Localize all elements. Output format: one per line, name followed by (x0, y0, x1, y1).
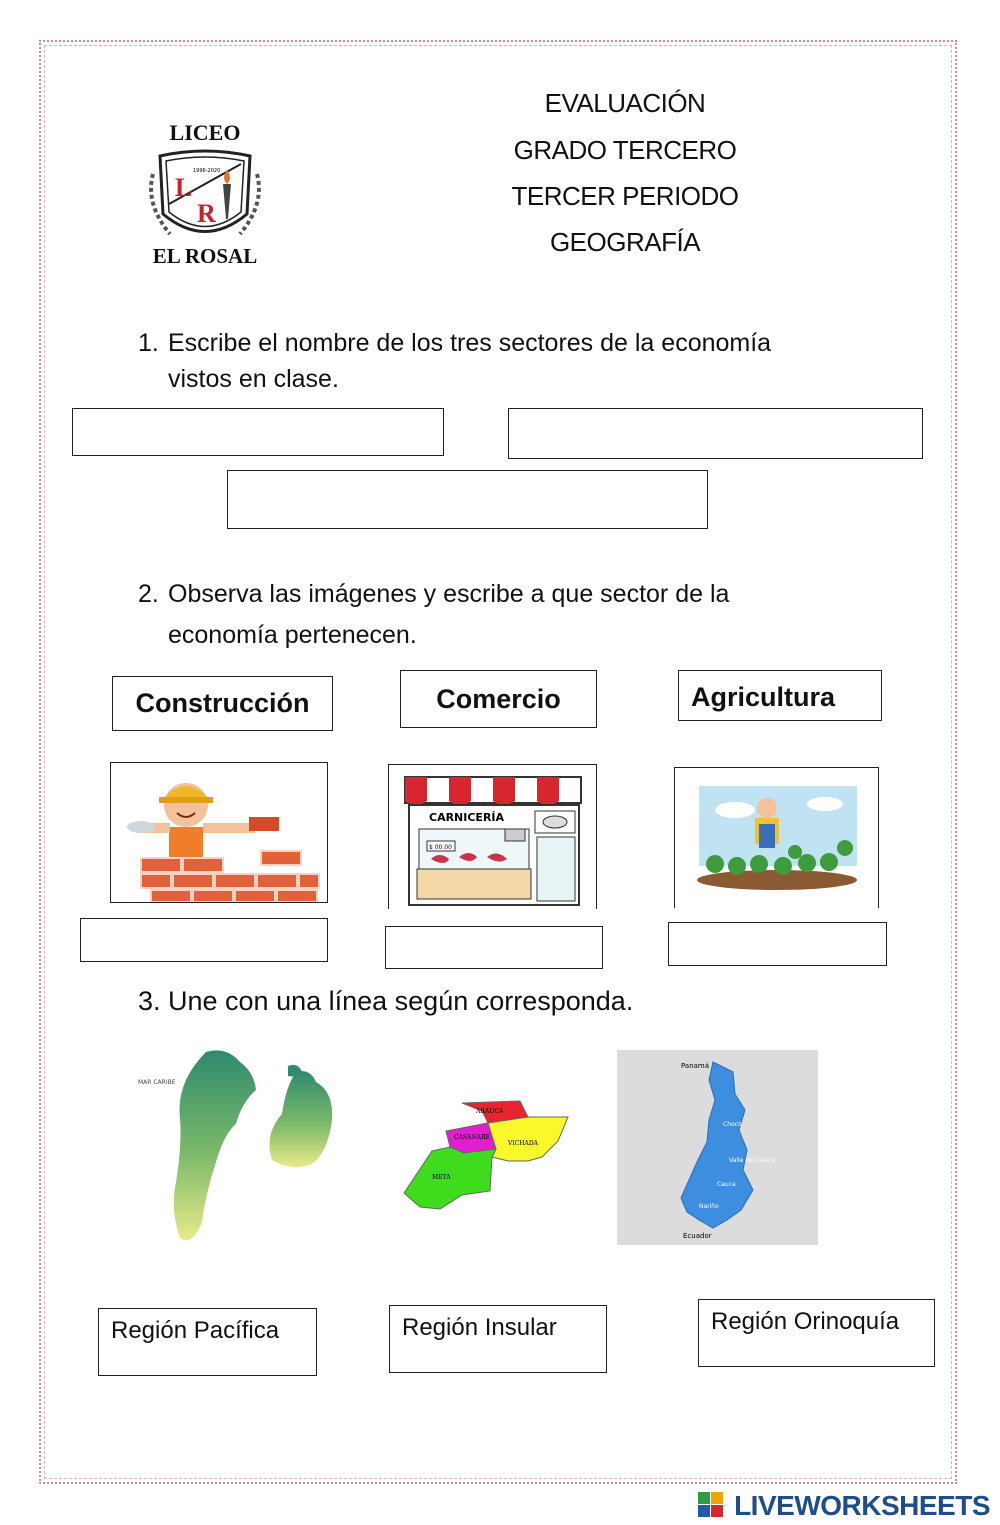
crest-icon (135, 144, 275, 254)
region-orinoquia-box[interactable]: Región Orinoquía (698, 1299, 935, 1367)
header-line-2: GRADO TERCERO (513, 135, 737, 165)
label-vichada: VICHADA (508, 1140, 539, 1147)
q2-answer-input-2[interactable] (385, 926, 603, 969)
svg-text:L: L (175, 173, 193, 202)
q1-number: 1. (138, 329, 159, 357)
q2-answer-input-3[interactable] (668, 922, 887, 966)
label-construccion: Construcción (112, 676, 333, 731)
q2-answer-input-1[interactable] (80, 918, 328, 962)
label-meta: META (432, 1174, 451, 1181)
label-arauca: ARAUCA (476, 1108, 504, 1115)
q2-number: 2. (138, 580, 159, 608)
map-sea-label: MAR CARIBE (138, 1079, 176, 1086)
label-ecuador: Ecuador (683, 1232, 712, 1240)
label-comercio: Comercio (400, 670, 597, 728)
q1-text-line2: vistos en clase. (168, 365, 339, 393)
liveworksheets-logo-icon (698, 1492, 724, 1518)
label-choco: Chocó (723, 1121, 742, 1128)
orinoquia-map (402, 1095, 572, 1213)
farmer-image (674, 767, 879, 908)
label-narino: Nariño (699, 1203, 719, 1210)
insular-map (136, 1042, 336, 1246)
label-cauca: Cauca (717, 1181, 736, 1188)
school-logo (135, 120, 275, 270)
q3-number: 3. (138, 986, 161, 1016)
header-line-1: EVALUACIÓN (544, 88, 706, 118)
pacific-map (617, 1050, 818, 1245)
builder-image (110, 762, 328, 903)
region-pacifica-box[interactable]: Región Pacífica (98, 1308, 317, 1376)
q1-text-line1: Escribe el nombre de los tres sectores de la economía (168, 329, 772, 357)
label-panama: Panamá (681, 1062, 710, 1070)
header-line-3: TERCER PERIODO (511, 181, 739, 211)
label-agricultura: Agricultura (678, 670, 882, 721)
header-line-4: GEOGRAFÍA (549, 227, 701, 257)
footer-brand[interactable]: LIVEWORKSHEETS (734, 1490, 990, 1521)
region-insular-box[interactable]: Región Insular (389, 1305, 607, 1373)
label-casanare: CASANARE (454, 1134, 490, 1141)
q1-answer-input-3[interactable] (227, 470, 708, 529)
price-tag: $ 00.00 (429, 844, 452, 851)
logo-text-top: LICEO (169, 120, 241, 145)
q1-answer-input-1[interactable] (72, 408, 444, 456)
q2-text-line2: economía pertenecen. (168, 621, 417, 649)
label-valle: Valle del Cauca (729, 1157, 775, 1164)
shop-sign: CARNICERÍA (429, 811, 505, 824)
svg-text:R: R (197, 199, 216, 228)
crest-years: 1996-2020 (193, 168, 221, 174)
butcher-shop-image (388, 764, 597, 909)
q1-answer-input-2[interactable] (508, 408, 923, 459)
q3-text: Une con una línea según corresponda. (168, 986, 634, 1016)
q2-text-line1: Observa las imágenes y escribe a que sector de la (168, 580, 730, 608)
logo-text-bottom: EL ROSAL (152, 244, 258, 268)
